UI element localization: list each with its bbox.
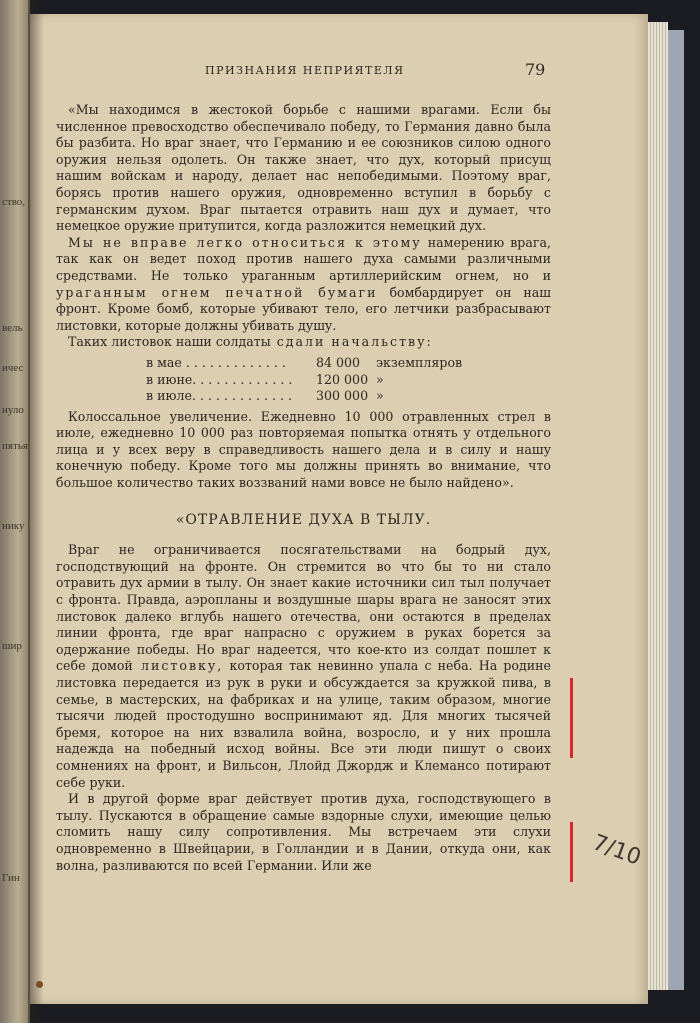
- red-margin-mark: [570, 678, 573, 758]
- paragraph: [56, 334, 551, 351]
- left-page-fragment: ичес: [2, 362, 24, 374]
- section-title: «ОТРАВЛЕНИЕ ДУХА В ТЫЛУ.: [175, 511, 432, 528]
- paragraph-text: Враг не ограничивается посягательствами на бодрый дух, господствующий на фронте. Он стремится во что бы то ни стало отравить дух армии в тылу. Он знает какие источники сил тыл получает с фронта. Правда, аэропланы и воздушные шары врага не заносят этих листовок далеко вглубь нашего отечества, они остаются в пределах линии фронта, где враг напрасно с оружием в руках борется за одержание победы. Но враг надеется, что кое-кто из солдат пошлет к себе домой: [56, 542, 551, 674]
- left-page-fragment: Гин: [2, 872, 20, 884]
- stat-value: 84 000: [316, 354, 361, 370]
- cover-edge: [668, 30, 684, 990]
- stat-month: в мае . . . . . . . . . . . . .: [146, 354, 286, 370]
- leaflet-stats: [146, 355, 551, 405]
- paragraph: «Мы находимся в жестокой борьбе с нашими врагами. Если бы численное превосходство обеспечивало победу, то Германия давно была бы разбита. Но враг знает, что Германию и ее союзников силою одного оружия нельзя одолеть. Он также знает, что дух, который присущ нашим войскам и народу, делает нас непобедимыми. Поэтому враг, борясь против нашего оружия, одновременно вступил в борьбу с германским духом. Враг пытается отравить наш дух и думает, что немецкое оружие притупится, когда разложится немецкий дух.: [56, 102, 551, 234]
- stat-row: [146, 355, 551, 372]
- left-page-edge: [0, 0, 30, 1023]
- stat-month: в июне. . . . . . . . . . . . .: [146, 371, 293, 387]
- paragraph: [56, 235, 551, 335]
- left-page-fragment: ство,: [2, 196, 26, 208]
- left-page-fragment: нику: [2, 520, 25, 532]
- ink-spot: [36, 981, 43, 988]
- gutter-shadow: [28, 0, 44, 1023]
- spaced-emphasis: листовку,: [132, 658, 224, 674]
- spaced-emphasis: Мы не вправе легко относиться к этому: [68, 234, 422, 250]
- page-body: [56, 102, 551, 874]
- red-margin-mark: [570, 822, 573, 882]
- paragraph-text: Таких листовок наши солдаты: [68, 334, 271, 350]
- pencil-annotation: 7/10: [589, 830, 645, 871]
- stat-unit: »: [376, 371, 384, 387]
- stat-value: 120 000: [316, 371, 369, 387]
- running-head: ПРИЗНАНИЯ НЕПРИЯТЕЛЯ: [205, 64, 405, 77]
- paragraph: И в другой форме враг действует против духа, господствующего в тылу. Пускаются в обращение самые вздорные слухи, имеющие целью сломить нашу силу сопротивления. Мы встречаем эти слухи одновременно в Швейцарии, в Голландии и в Дании, откуда они, как волна, разливаются по всей Германии. Или же: [56, 791, 551, 873]
- spaced-emphasis: ураганным огнем печатной бумаги: [56, 284, 378, 300]
- left-page-fragment: пятья: [2, 440, 28, 452]
- page-number: 79: [525, 60, 546, 79]
- stat-month: в июле. . . . . . . . . . . . .: [146, 388, 292, 404]
- stat-value: 300 000: [316, 388, 369, 404]
- paragraph: Колоссальное увеличение. Ежедневно 10 000 отравленных стрел в июле, ежедневно 10 000 раз повторяемая попытка отнять у отдельного лица и у всех веру в справедливость нашего дела и в силу и нашу конечную победу. Кроме того мы должны принять во внимание, что большое количество таких воззваний нами вовсе не было найдено».: [56, 408, 551, 491]
- paragraph-text: которая так невинно упала с неба. На родине листовка передается из рук в руки и обсуждается за кружкой пива, в семье, в мастерских, на фабриках и на улице, таким образом, многие тысячи людей простодушно воспринимают яд. Для многих тысячей бремя, которое на них взвалила война, возросло, и у них прошла надежда на победный исход войны. Все эти люди пишут о своих сомнениях на фронт, и Вильсон, Ллойд Джордж и Клемансо потирают себе руки.: [56, 658, 551, 790]
- stat-unit: »: [376, 388, 384, 404]
- paragraph: [56, 542, 551, 791]
- page-edges: [648, 22, 668, 990]
- left-page-fragment: шир: [2, 640, 22, 652]
- paragraph-text: намерению врага, так как он ведет поход против нашего духа самыми различными средствами. Не только ураганным артиллерийским огнем, но и: [56, 234, 551, 283]
- stat-row: [146, 372, 551, 389]
- left-page-fragment: нуло: [2, 404, 24, 416]
- left-page-fragment: вель: [2, 322, 23, 334]
- paragraph-text: бомбардирует он наш фронт. Кроме бомб, которые убивают тело, его летчики разбрасывают листовки, которые должны убивать душу.: [56, 284, 551, 333]
- stat-unit: экземпляров: [376, 354, 463, 370]
- spaced-emphasis: сдали начальству:: [270, 334, 433, 350]
- stat-row: [146, 388, 551, 405]
